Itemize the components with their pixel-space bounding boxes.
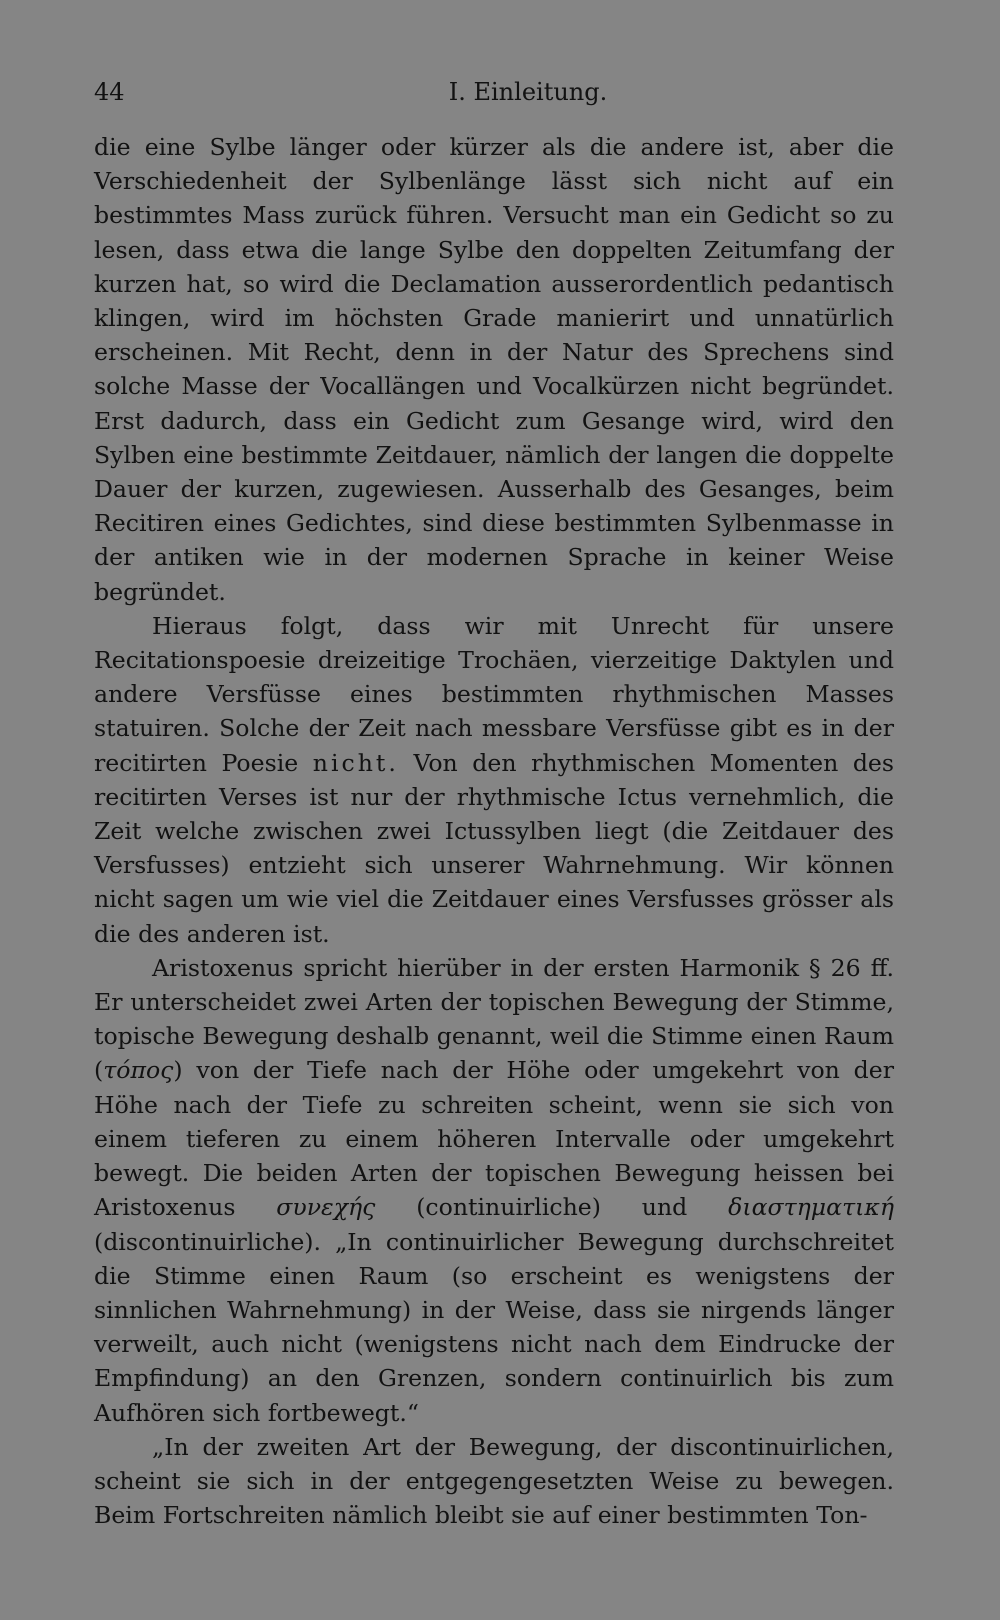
- paragraph-2-part-2: Von den rhythmischen Momenten des recitirten Verses ist nur der rhythmische Ictus vernehmlich, die Zeit welche zwischen zwei Ictussylben liegt (die Zeitdauer des Versfusses) entzieht sich unserer Wahrnehmung. Wir können nicht sagen um wie viel die Zeitdauer eines Versfusses grösser als die des anderen ist.: [94, 748, 894, 948]
- page-number: 44: [94, 78, 125, 106]
- paragraph-4: „In der zweiten Art der Bewegung, der discontinuirlichen, scheint sie sich in der entgegengesetzten Weise zu bewegen. Beim Fortschreiten nämlich bleibt sie auf einer bestimmten Ton-: [94, 1432, 894, 1530]
- paragraph-3-part-2: ) von der Tiefe nach der Höhe oder umgekehrt von der Höhe nach der Tiefe zu schreiten scheint, wenn sie sich von einem tieferen zu einem höheren Intervalle oder umgekehrt bewegt. Die beiden Arten der topischen Bewegung heissen bei Aristoxenus: [94, 1056, 894, 1222]
- paragraph-3-part-4: (discontinuirliche). „In continuirlicher Bewegung durchschreitet die Stimme einen Raum (so erscheint es wenigstens der sinnlichen Wahrnehmung) in der Weise, dass sie nirgends länger verweilt, auch nicht (wenigstens nicht nach dem Eindrucke der Empfindung) an den Grenzen, sondern continuirlich bis zum Aufhören sich fortbewegt.“: [94, 1227, 894, 1427]
- body-text: [94, 130, 894, 1532]
- running-title: I. Einleitung.: [448, 78, 608, 106]
- greek-topos: τόπος: [103, 1056, 174, 1085]
- greek-synechis: συνεχής: [276, 1193, 376, 1222]
- spaced-emphasis: nicht.: [312, 748, 399, 777]
- paragraph-2-part-1: Hieraus folgt, dass wir mit Unrecht für unsere Recitationspoesie dreizeitige Trochäen, vierzeitige Daktylen und andere Versfüsse eines bestimmten rhythmischen Masses statuiren. Solche der Zeit nach messbare Versfüsse gibt es in der recitirten Poesie: [94, 611, 894, 777]
- page-header: [94, 72, 894, 112]
- paragraph-3-part-1: Aristoxenus spricht hierüber in der ersten Harmonik § 26 ff. Er unterscheidet zwei Arten der topischen Bewegung der Stimme, topische Bewegung deshalb genannt, weil die Stimme einen Raum (: [94, 953, 894, 1085]
- paragraph-3: [94, 951, 894, 1430]
- paragraph-3-part-3: (continuirliche) und: [375, 1193, 729, 1222]
- paragraph-2: [94, 609, 894, 951]
- greek-diastimatiki: διαστηματική: [728, 1193, 894, 1222]
- paragraph-1: die eine Sylbe länger oder kürzer als die andere ist, aber die Verschiedenheit der Sylbenlänge lässt sich nicht auf ein bestimmtes Mass zurück führen. Versucht man ein Gedicht so zu lesen, dass etwa die lange Sylbe den doppelten Zeitumfang der kurzen hat, so wird die Declamation ausserordentlich pedantisch klingen, wird im höchsten Grade manierirt und unnatürlich erscheinen. Mit Recht, denn in der Natur des Sprechens sind solche Masse der Vocallängen und Vocalkürzen nicht begründet. Erst dadurch, dass ein Gedicht zum Gesange wird, wird den Sylben eine bestimmte Zeitdauer, nämlich der langen die doppelte Dauer der kurzen, zugewiesen. Ausserhalb des Gesanges, beim Recitiren eines Gedichtes, sind diese bestimmten Sylbenmasse in der antiken wie in der modernen Sprache in keiner Weise begründet.: [94, 133, 894, 606]
